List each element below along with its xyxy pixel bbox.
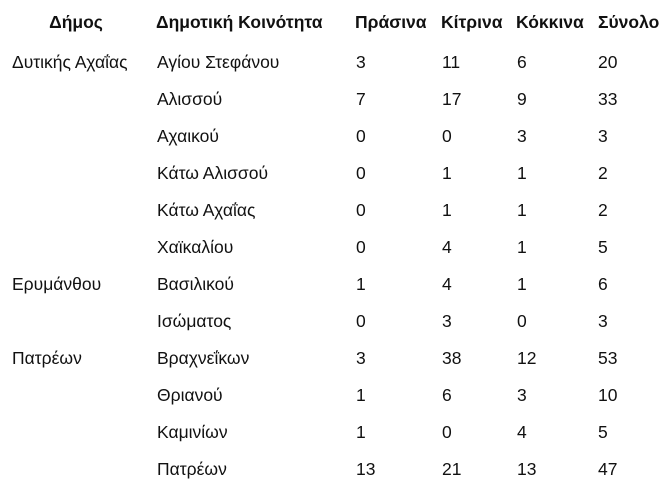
- cell-total: 47: [598, 459, 618, 479]
- cell-community: Κάτω Αχαΐας: [157, 200, 256, 220]
- cell-community: Βασιλικού: [157, 274, 234, 294]
- header-row: [0, 0, 668, 44]
- cell-green: 13: [356, 459, 376, 479]
- cell-municipality: Δυτικής Αχαΐας: [12, 52, 128, 72]
- cell-green: 1: [356, 385, 366, 405]
- cell-yellow: 3: [442, 311, 452, 331]
- cell-yellow: 4: [442, 237, 452, 257]
- table-row: [0, 118, 668, 155]
- cell-red: 0: [517, 311, 527, 331]
- cell-total: 10: [598, 385, 618, 405]
- cell-community: Αγίου Στεφάνου: [157, 52, 280, 72]
- cell-yellow: 6: [442, 385, 452, 405]
- header-green: Πράσινα: [355, 11, 427, 32]
- header-yellow: Κίτρινα: [441, 11, 503, 32]
- cell-green: 3: [356, 348, 366, 368]
- header-red: Κόκκινα: [516, 11, 584, 32]
- header-community: Δημοτική Κοινότητα: [156, 11, 323, 32]
- cell-total: 20: [598, 52, 618, 72]
- cell-community: Ισώματος: [157, 311, 232, 331]
- cell-municipality: [0, 118, 152, 155]
- cell-total: 6: [598, 274, 608, 294]
- table-row: [0, 229, 668, 266]
- cell-green: 1: [356, 422, 366, 442]
- table-row: [0, 155, 668, 192]
- cell-municipality: [0, 229, 152, 266]
- header-total: Σύνολο: [598, 11, 660, 32]
- cell-red: 1: [517, 200, 527, 220]
- cell-total: 33: [598, 89, 618, 109]
- cell-community: Βραχνεΐκων: [157, 348, 250, 368]
- cell-green: 1: [356, 274, 366, 294]
- cell-municipality: [0, 81, 152, 118]
- cell-community: Πατρέων: [157, 459, 227, 479]
- cell-green: 0: [356, 163, 366, 183]
- cell-total: 2: [598, 200, 608, 220]
- cell-red: 3: [517, 126, 527, 146]
- cell-municipality: [0, 303, 152, 340]
- cell-municipality: [0, 155, 152, 192]
- cell-yellow: 0: [442, 422, 452, 442]
- cell-total: 2: [598, 163, 608, 183]
- cell-yellow: 4: [442, 274, 452, 294]
- cell-municipality: [0, 414, 152, 451]
- cell-community: Αχαικού: [157, 126, 219, 146]
- cell-red: 1: [517, 274, 527, 294]
- cell-yellow: 21: [442, 459, 462, 479]
- table-row: [0, 81, 668, 118]
- table-row: [0, 340, 668, 377]
- cell-yellow: 1: [442, 163, 452, 183]
- cell-green: 0: [356, 200, 366, 220]
- table-row: [0, 266, 668, 303]
- cell-community: Χαϊκαλίου: [157, 237, 234, 257]
- cell-yellow: 38: [442, 348, 462, 368]
- cell-red: 9: [517, 89, 527, 109]
- cell-total: 5: [598, 422, 608, 442]
- cell-community: Καμινίων: [157, 422, 228, 442]
- cell-red: 12: [517, 348, 537, 368]
- table-row: [0, 192, 668, 229]
- cell-municipality: [0, 192, 152, 229]
- table-row: [0, 44, 668, 81]
- table-row: [0, 414, 668, 451]
- cell-red: 3: [517, 385, 527, 405]
- cell-yellow: 1: [442, 200, 452, 220]
- cell-green: 3: [356, 52, 366, 72]
- cell-green: 0: [356, 311, 366, 331]
- cell-green: 7: [356, 89, 366, 109]
- header-municipality: Δήμος: [49, 11, 103, 32]
- cell-yellow: 11: [442, 52, 461, 72]
- cell-red: 1: [517, 163, 527, 183]
- cell-municipality: Ερυμάνθου: [12, 274, 102, 294]
- cell-red: 6: [517, 52, 527, 72]
- cell-community: Αλισσού: [157, 89, 223, 109]
- cell-total: 3: [598, 311, 608, 331]
- table-row: [0, 303, 668, 340]
- cell-community: Θριανού: [157, 385, 223, 405]
- cell-yellow: 17: [442, 89, 462, 109]
- cell-municipality: Πατρέων: [12, 348, 82, 368]
- cell-red: 4: [517, 422, 527, 442]
- cell-total: 53: [598, 348, 618, 368]
- cell-green: 0: [356, 126, 366, 146]
- cell-municipality: [0, 377, 152, 414]
- table-row: [0, 377, 668, 414]
- cell-yellow: 0: [442, 126, 452, 146]
- cell-community: Κάτω Αλισσού: [157, 163, 269, 183]
- cell-total: 5: [598, 237, 608, 257]
- cell-red: 13: [517, 459, 537, 479]
- cell-total: 3: [598, 126, 608, 146]
- cell-green: 0: [356, 237, 366, 257]
- cell-red: 1: [517, 237, 527, 257]
